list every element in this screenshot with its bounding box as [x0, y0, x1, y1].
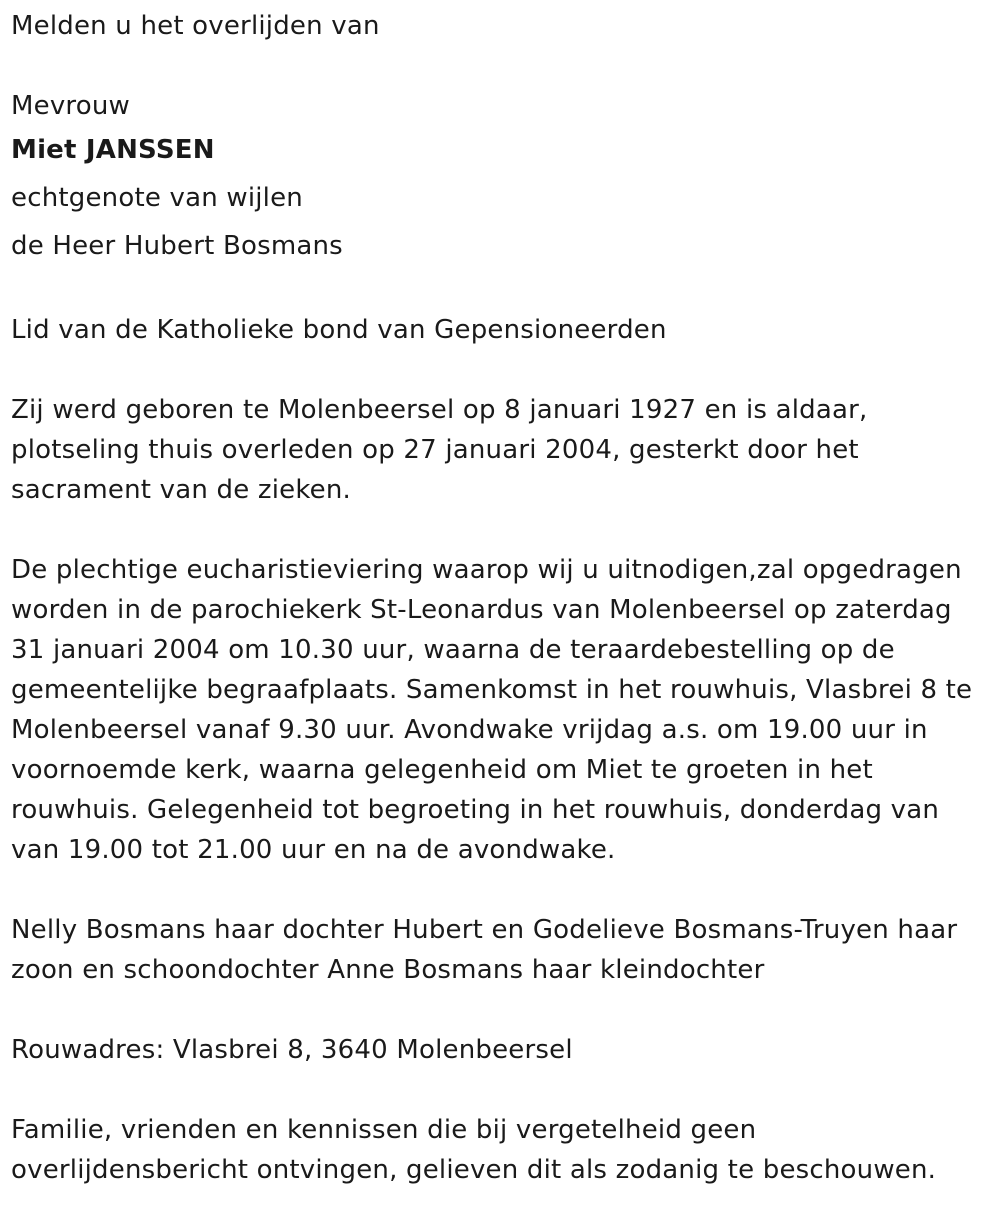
membership-block [11, 310, 991, 350]
paragraph-line: Molenbeersel vanaf 9.30 uur. Avondwake vrijdag a.s. om 19.00 uur in [11, 715, 928, 745]
paragraph-line: sacrament van de zieken. [11, 475, 352, 505]
paragraph-line: worden in de parochiekerk St-Leonardus van Molenbeersel op zaterdag [11, 595, 952, 625]
death-notice [11, 6, 991, 1190]
address-block [11, 1030, 991, 1070]
birth-death-paragraph [11, 390, 991, 510]
deceased-block [11, 86, 991, 270]
salutation: Mevrouw [11, 91, 130, 121]
paragraph-line: 31 januari 2004 om 10.30 uur, waarna de teraardebestelling op de [11, 635, 895, 665]
relation-line-2: de Heer Hubert Bosmans [11, 231, 343, 261]
paragraph-line: Familie, vrienden en kennissen die bij vergetelheid geen [11, 1115, 757, 1145]
paragraph-line: zoon en schoondochter Anne Bosmans haar kleindochter [11, 955, 765, 985]
paragraph-line: Zij werd geboren te Molenbeersel op 8 januari 1927 en is aldaar, [11, 395, 868, 425]
paragraph-line: overlijdensbericht ontvingen, gelieven dit als zodanig te beschouwen. [11, 1155, 937, 1185]
closing-paragraph [11, 1110, 991, 1190]
paragraph-line: plotseling thuis overleden op 27 januari 2004, gesterkt door het [11, 435, 859, 465]
relation-line-1: echtgenote van wijlen [11, 183, 303, 213]
paragraph-line: rouwhuis. Gelegenheid tot begroeting in het rouwhuis, donderdag van [11, 795, 940, 825]
paragraph-line: voornoemde kerk, waarna gelegenheid om Miet te groeten in het [11, 755, 873, 785]
intro-text: Melden u het overlijden van [11, 11, 380, 41]
mourning-address: Rouwadres: Vlasbrei 8, 3640 Molenbeersel [11, 1035, 573, 1065]
paragraph-line: gemeentelijke begraafplaats. Samenkomst in het rouwhuis, Vlasbrei 8 te [11, 675, 973, 705]
membership-text: Lid van de Katholieke bond van Gepensioneerden [11, 315, 667, 345]
paragraph-line: Nelly Bosmans haar dochter Hubert en Godelieve Bosmans-Truyen haar [11, 915, 958, 945]
ceremony-paragraph [11, 550, 991, 870]
family-paragraph [11, 910, 991, 990]
deceased-name: Miet JANSSEN [11, 135, 215, 165]
paragraph-line: De plechtige eucharistieviering waarop wij u uitnodigen,zal opgedragen [11, 555, 962, 585]
paragraph-line: van 19.00 tot 21.00 uur en na de avondwake. [11, 835, 616, 865]
